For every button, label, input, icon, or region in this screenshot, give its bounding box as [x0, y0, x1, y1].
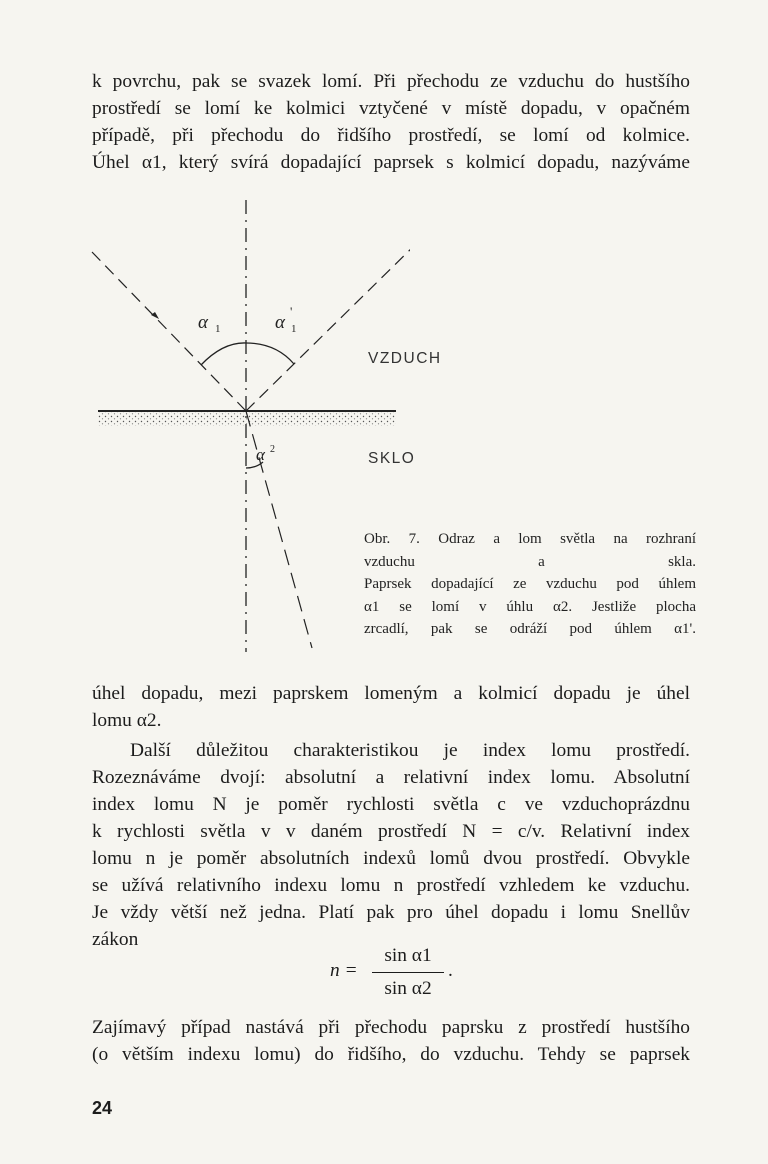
page-number: 24: [92, 1098, 113, 1118]
text-line: zákon: [92, 929, 139, 950]
text-line: k povrchu, pak se svazek lomí. Při přechodu ze vzduchu do hustšího: [92, 71, 690, 92]
text-line: k rychlosti světla v v daném prostředí N = c/v. Relativní index: [92, 821, 690, 842]
paragraph-3: [92, 737, 690, 953]
label-alpha1-prime: α: [275, 312, 285, 333]
top-paragraph: [92, 68, 690, 176]
text-line: Zajímavý případ nastává při přechodu paprsku z prostředí hustšího: [92, 1017, 690, 1038]
label-air: VZDUCH: [368, 350, 442, 367]
text-line: případě, při přechodu do řidšího prostředí, se lomí od kolmice.: [92, 125, 690, 146]
label-alpha1-prime-mark: ': [290, 304, 293, 319]
caption-line: Paprsek dopadající ze vzduchu pod úhlem: [364, 576, 696, 592]
incident-arrowhead: [151, 312, 159, 319]
incident-ray: [92, 252, 246, 411]
reflected-ray: [246, 242, 410, 411]
text-line: Úhel α1, který svírá dopadající paprsek s kolmicí dopadu, nazýváme: [92, 152, 690, 173]
text-line: Je vždy větší než jedna. Platí pak pro úhel dopadu i lomu Snellův: [92, 902, 690, 923]
label-glass: SKLO: [368, 450, 416, 467]
refraction-diagram: [80, 190, 410, 660]
figure-caption: [364, 528, 696, 641]
label-alpha1-sub: 1: [215, 323, 221, 335]
caption-line: α1 se lomí v úhlu α2. Jestliže plocha: [364, 598, 696, 615]
text-line: úhel dopadu, mezi paprskem lomeným a kolmicí dopadu je úhel: [92, 683, 690, 704]
text-line: lomu α2.: [92, 710, 162, 731]
text-line: (o větším indexu lomu) do řidšího, do vzduchu. Tehdy se paprsek: [92, 1044, 690, 1065]
formula-numerator: sin α1: [384, 945, 432, 966]
text-line: lomu n je poměr absolutních indexů lomů dvou prostředí. Obvykle: [92, 848, 690, 869]
caption-line: Obr. 7. Odraz a lom světla na rozhraní: [364, 531, 696, 547]
label-alpha1-prime-sub: 1: [291, 323, 297, 335]
label-alpha2-sub: 2: [270, 444, 275, 455]
angle-arc-alpha1-prime: [246, 343, 294, 364]
label-alpha2: α: [256, 445, 265, 464]
paragraph-4: [92, 1014, 690, 1068]
formula-denominator: sin α2: [384, 978, 432, 999]
formula-lhs: n =: [330, 960, 358, 981]
label-alpha1: α: [198, 312, 208, 333]
fraction-bar: [372, 972, 444, 973]
text-line: se užívá relativního indexu lomu n prostředí vzhledem ke vzduchu.: [92, 875, 690, 896]
caption-line: vzduchu a skla.: [364, 553, 696, 570]
text-line: index lomu N je poměr rychlosti světla c ve vzduchoprázdnu: [92, 794, 690, 815]
text-line: Další důležitou charakteristikou je index lomu prostředí.: [130, 740, 690, 761]
text-line: Rozeznáváme dvojí: absolutní a relativní index lomu. Absolutní: [92, 767, 690, 788]
text-line: prostředí se lomí ke kolmici vztyčené v místě dopadu, v opačném: [92, 98, 690, 119]
angle-arc-alpha1: [201, 343, 246, 365]
caption-line: zrcadlí, pak se odráží pod úhlem α1'.: [364, 621, 696, 637]
formula-tail: .: [448, 960, 453, 981]
formula-fraction: [372, 942, 444, 1003]
paragraph-2: [92, 680, 690, 734]
